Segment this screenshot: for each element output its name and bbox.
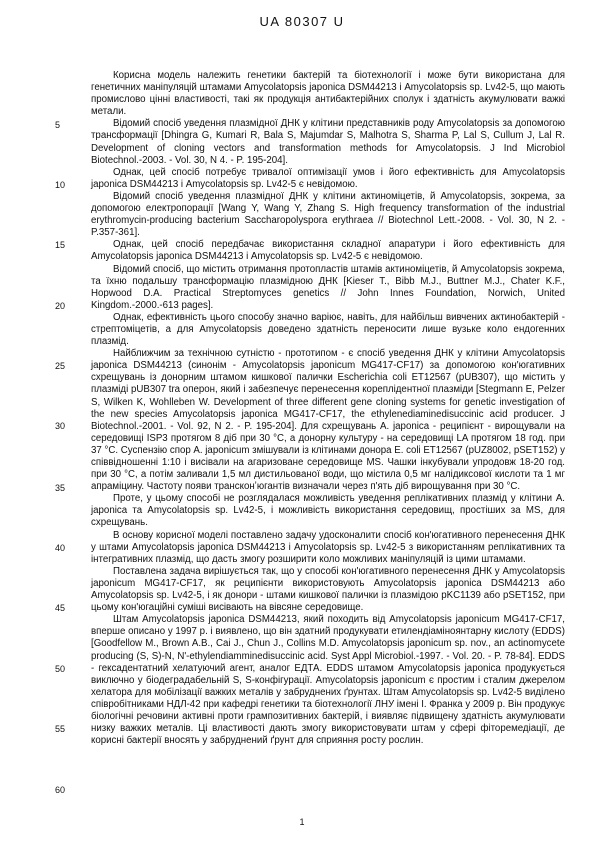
paragraph: Відомий спосіб, що містить отримання протопластів штамів актиноміцетів, й Amycolatopsis зокрема, та їхню подальшу трансформацію плазмідною ДНК [Kieser T., Bibb M.J., Buttner M.J., Chater K.F., Hopwood D.A. Practical Streptomyces genetics // John Innes Foundation, Norwich, United Kingdom.-2000.-613 pages]. (91, 263, 565, 311)
line-number: 25 (55, 361, 66, 371)
line-number: 20 (55, 301, 66, 311)
line-number: 55 (55, 724, 66, 734)
paragraph: Поставлена задача вирішується так, що у способі кон'югативного перенесення ДНК у Amycolatopsis japonicum MG417-CF17, як реципієнти використовують Amycolatopsis japonica DSM44213 або Amycolatopsis sp. Lv42-5, і як донори - штами кишкової палички із плазмідою pKC1139 або pSET152, при цьому кон'югаційні суміші висівають на вівсяне середовище. (91, 565, 565, 614)
line-number: 45 (55, 603, 66, 613)
paragraph: Відомий спосіб уведення плазмідної ДНК у клітини представників роду Amycolatopsis за допомогою трансформації [Dhingra G, Kumari R, Bala S, Majumdar S, Malhotra S, Sharma P, Lal S, Cullum J, Lal R. Development of cloning vectors and transformation methods for Amycolatopsis. J Ind Microbiol Biotechnol.-2003. - Vol. 30, N 4. - P. 195-204]. (91, 118, 565, 166)
body-text (91, 70, 565, 747)
line-number: 60 (55, 785, 66, 795)
line-number: 40 (55, 543, 66, 553)
paragraph: Однак, ефективність цього способу значно варіює, навіть, для найбільш вивчених актинобактерій - стрептоміцетів, а для Amycolatopsis доведено здатність переносити лише вузьке коло ендогенних плазмід. (91, 311, 565, 348)
line-number: 50 (55, 664, 66, 674)
paragraph: В основу корисної моделі поставлено задачу удосконалити спосіб кон'югативного перенесення ДНК у штами Amycolatopsis japonica DSM44213 і Amycolatopsis sp. Lv42-5 з використанням реплікативних та інтегративних плазмід, що дасть змогу розширити коло можливих маніпуляцій із цими штамами. (91, 529, 565, 565)
paragraph: Корисна модель належить генетики бактерій та біотехнології і може бути використана для генетичних маніпуляцій штамами Amycolatopsis japonica DSM44213 і Amycolatopsis sp. Lv42-5, що мають промислово цінні властивості, такі як продукція антибактерійних сполук і здатність акумулювати важкі метали. (91, 70, 565, 118)
line-number: 15 (55, 240, 66, 250)
patent-number-header: UA 80307 U (259, 14, 345, 29)
paragraph: Найближчим за технічною сутністю - прототипом - є спосіб уведення ДНК у клітини Amycolatopsis japonica DSM44213 (синонім - Amycolatopsis japonicum MG417-CF17) за допомогою кон'югативних схрещувань із донорним штамом кишкової палички Escherichia coli ET12567 (pUB307), що містить у плазміді pUB307 tra оперон, який і забезпечує перенесення кореплідентної плазміди [Stegmann E, Pelzer S, Wilken K, Wohlleben W. Development of three different gene cloning systems for genetic investigation of the new species Amycolatopsis japonica MG417-CF17, the ethylenediaminedisuccinic acid producer. J Biotechnol.-2001. - Vol. 92, N 2. - P. 195-204]. Для схрещувань A. japonica - реципієнт - вирощували на середовищі ISP3 протягом 8 діб при 30 °С, а донорну культуру - на середовищі LA протягом 18 год. при 37 °С. Суспензію спор A. japonicum змішували із клітинами донора E. coli ET12567 (pUZ8002, pSET152) у співвідношенні 1:10 і висівали на агаризоване середовище MS. Чашки інкубували упродовж 18-20 год. при 30 °С, а потім заливали 1,5 мл дистильованої води, що містила 0,5 мг налідиксової кислоти та 1 мг апраміцину. Частоту появи трансконʼюгантів визначали через п'ять діб вирощування при 30 °С. (91, 348, 565, 493)
paragraph: Штам Amycolatopsis japonica DSM44213, який походить від Amycolatopsis japonicum MG417-CF17, вперше описано у 1997 р. і виявлено, що він здатний продукувати етилендіаміноянтарну кислоту (EDDS) [Goodfellow M., Brown A.B., Cai J., Chun J., Collins M.D. Amycolatopsis japonicum sp. nov., an actinomycete producing (S, S)-N, N'-ethylendiamminedisuccinic acid. Syst Appl Microbiol.-1997. - Vol. 20. - P. 78-84]. EDDS - гексадентатний хелатуючий агент, аналог ЕДТА. EDDS штамом Amycolatopsis japonica продукується виключно у біодеградабельній S, S-конфігурації. Amycolatopsis japonicum є простим і сталим джерелом хелатора для мобілізації важких металів у забруднених ґрунтах. Штам Amycolatopsis sp. Lv42-5 виділено співробітниками НДЛ-42 при кафедрі генетики та біотехнології ЛНУ імені І. Франка у 2009 р. Він продукує біологічні речовини активні проти грампозитивних бактерій, і виявляє підвищену здатність акумулювати низку важких металів. Ці властивості дають змогу використовувати штам у сфері фіторемедіації, де корисні бактерії вносять у забруднений ґрунт для сприяння росту рослин. (91, 614, 565, 747)
paragraph: Однак, цей спосіб потребує тривалої оптимізації умов і його ефективність для Amycolatopsis japonica DSM44213 і Amycolatopsis sp. Lv42-5 є невідомою. (91, 166, 565, 190)
line-number: 5 (55, 120, 61, 130)
line-number: 10 (55, 180, 66, 190)
page-number: 1 (299, 817, 305, 827)
paragraph: Відомий спосіб уведення плазмідної ДНК у клітини актиноміцетів, й Amycolatopsis, зокрема, за допомогою електропорації [Wang Y, Wang Y, Zhang S. High frequency transformation of the industrial erythromycin-producing bacterium Saccharopolyspora erythraea // Biotechnol Lett.-2008. - Vol. 30, N 2. - P.357-361]. (91, 190, 565, 239)
paragraph: Проте, у цьому способі не розглядалася можливість уведення реплікативних плазмід у клітини A. japonica та Amycolatopsis sp. Lv42-5, і можливість використання середовищ, простіших за MS, для схрещувань. (91, 493, 565, 529)
line-number: 35 (55, 483, 66, 493)
line-number: 30 (55, 421, 66, 431)
paragraph: Однак, цей спосіб передбачає використання складної апаратури і його ефективність для Amycolatopsis japonica DSM44213 і Amycolatopsis sp. Lv42-5 є невідомою. (91, 239, 565, 263)
